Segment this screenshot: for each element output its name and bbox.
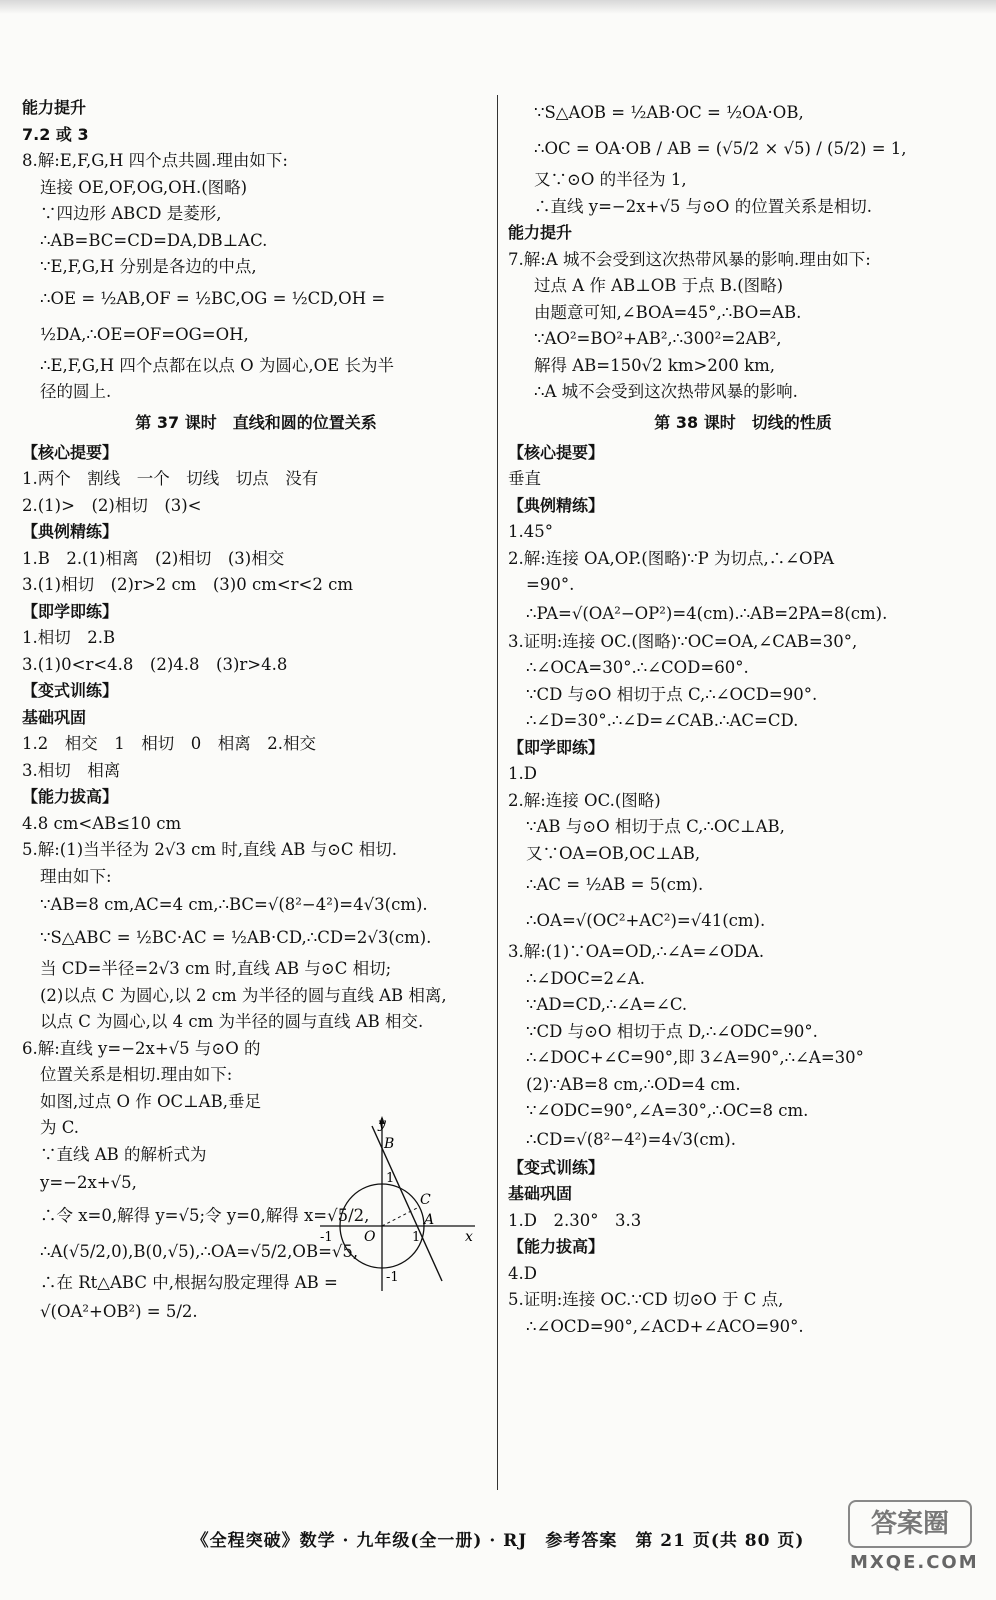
text-line: 1.45° [508, 522, 553, 541]
text-line: 第 37 课时 直线和圆的位置关系 [135, 412, 377, 432]
text-line: 基础巩固 [22, 707, 87, 727]
text-line: ∵CD 与⊙O 相切于点 D,∴∠ODC=90°. [526, 1021, 818, 1041]
text-line: 【核心提要】 [508, 442, 605, 462]
text-line: ∴∠DOC+∠C=90°,即 3∠A=90°,∴∠A=30° [526, 1048, 864, 1067]
text-line: 5.证明:连接 OC.∵CD 切⊙O 于 C 点, [508, 1290, 784, 1309]
right-column [508, 95, 978, 1340]
text-line: 垂直 [508, 469, 541, 488]
text-line: ∴令 x=0,解得 y=√5;令 y=0,解得 x=√5/2, [40, 1206, 370, 1225]
label-o: O [364, 1229, 376, 1245]
text-line: (2)以点 C 为圆心,以 2 cm 为半径的圆与直线 AB 相离, [40, 985, 447, 1005]
text-line: ∵直线 AB 的解析式为 [40, 1144, 207, 1164]
text-line: 以点 C 为圆心,以 4 cm 为半径的圆与直线 AB 相交. [40, 1012, 424, 1031]
text-line: ∴PA=√(OA²−OP²)=4(cm).∴AB=2PA=8(cm). [526, 603, 888, 623]
label-x: x [465, 1229, 473, 1245]
text-line: 2.解:连接 OA,OP.(图略)∵P 为切点,∴∠OPA [508, 548, 835, 568]
label-b: B [384, 1136, 395, 1152]
text-line: 由题意可知,∠BOA=45°,∴BO=AB. [534, 302, 802, 322]
text-line: 第 38 课时 切线的性质 [654, 412, 832, 432]
text-line: ∴∠DOC=2∠A. [526, 968, 646, 988]
text-line: 5.解:(1)当半径为 2√3 cm 时,直线 AB 与⊙C 相切. [22, 840, 398, 859]
text-line: 1.2 相交 1 相切 0 相离 2.相交 [22, 734, 316, 753]
text-line: 能力提升 [22, 98, 87, 117]
text-line: 【能力拔高】 [22, 787, 119, 806]
text-line: ∴∠OCD=90°,∠ACD+∠ACO=90°. [526, 1316, 804, 1336]
text-line: ∴AC = ½AB = 5(cm). [526, 875, 704, 894]
text-line: ∵AO²=BO²+AB²,∴300²=2AB², [534, 329, 782, 348]
text-line: 3.解:(1)∵OA=OD,∴∠A=∠ODA. [508, 942, 765, 961]
text-line: 连接 OE,OF,OG,OH.(图略) [40, 177, 248, 197]
text-line: ∴∠D=30°.∴∠D=∠CAB.∴AC=CD. [526, 711, 799, 730]
text-line: =90°. [526, 575, 575, 594]
text-line: 3.(1)相切 (2)r>2 cm (3)0 cm<r<2 cm [22, 575, 353, 594]
label-neg-one-left: -1 [320, 1230, 333, 1245]
text-line: 6.解:直线 y=−2x+√5 与⊙O 的 [22, 1038, 261, 1058]
text-line: 理由如下: [40, 866, 112, 886]
text-line: 【即学即练】 [22, 601, 119, 621]
text-line: ∴A(√5/2,0),B(0,√5),∴OA=√5/2,OB=√5, [40, 1242, 359, 1261]
text-line: 3.相切 相离 [22, 760, 121, 780]
text-line: 【变式训练】 [508, 1157, 605, 1177]
text-line: ∵AD=CD,∴∠A=∠C. [526, 995, 688, 1014]
text-line: 4.8 cm<AB≤10 cm [22, 813, 182, 833]
text-line: ∵AB=8 cm,AC=4 cm,∴BC=√(8²−4²)=4√3(cm). [40, 895, 428, 914]
text-line: 又∵OA=OB,OC⊥AB, [526, 843, 701, 863]
text-line: 为 C. [40, 1118, 80, 1137]
text-line: 【典例精练】 [22, 522, 119, 541]
text-line: ∵四边形 ABCD 是菱形, [40, 204, 222, 223]
column-divider [497, 95, 498, 1490]
scan-top-edge [0, 0, 996, 14]
text-line: ∵S△ABC = ½BC·AC = ½AB·CD,∴CD=2√3(cm). [40, 928, 432, 947]
text-line: 4.D [508, 1263, 537, 1283]
text-line: 7.解:A 城不会受到这次热带风暴的影响.理由如下: [508, 249, 871, 269]
text-line: 1.B 2.(1)相离 (2)相切 (3)相交 [22, 548, 285, 568]
page-footer: 《全程突破》数学 · 九年级(全一册) · RJ 参考答案 第 21 页(共 80 页) [191, 1531, 805, 1551]
text-line: 8.解:E,F,G,H 四个点共圆.理由如下: [22, 151, 288, 170]
text-line: ∴A 城不会受到这次热带风暴的影响. [534, 382, 798, 401]
text-line: √(OA²+OB²) = 5/2. [40, 1301, 198, 1321]
text-line: 解得 AB=150√2 km>200 km, [534, 355, 775, 375]
label-neg-one-bottom: -1 [386, 1270, 399, 1285]
watermark-logo: 答案圈 [848, 1500, 972, 1548]
text-line: 2.解:连接 OC.(图略) [508, 790, 661, 810]
watermark-url: MXQE.COM [850, 1552, 979, 1573]
text-line: 7.2 或 3 [22, 124, 89, 144]
text-line: ∵S△AOB = ½AB·OC = ½OA·OB, [534, 103, 804, 122]
text-line: ∴OA=√(OC²+AC²)=√41(cm). [526, 911, 766, 930]
text-line: ∴OE = ½AB,OF = ½BC,OG = ½CD,OH = [40, 288, 386, 308]
text-line: ∴CD=√(8²−4²)=4√3(cm). [526, 1129, 736, 1149]
text-line: ∵AB 与⊙O 相切于点 C,∴OC⊥AB, [526, 817, 785, 836]
text-line: 当 CD=半径=2√3 cm 时,直线 AB 与⊙C 相切; [40, 959, 392, 978]
text-line: ∴AB=BC=CD=DA,DB⊥AC. [40, 230, 268, 250]
text-line: 3.证明:连接 OC.(图略)∵OC=OA,∠CAB=30°, [508, 631, 858, 651]
text-line: 【变式训练】 [22, 681, 119, 700]
label-one-top: 1 [386, 1171, 395, 1186]
label-one-right: 1 [412, 1230, 421, 1245]
text-line: (2)∵AB=8 cm,∴OD=4 cm. [526, 1074, 741, 1094]
text-line: 能力提升 [508, 223, 573, 242]
text-line: 【即学即练】 [508, 737, 605, 757]
label-y: y [378, 1116, 386, 1132]
text-line: ∴OC = OA·OB / AB = (√5/2 × √5) / (5/2) = 1, [534, 139, 907, 158]
text-line: 1.相切 2.B [22, 628, 116, 647]
text-line: ∵∠ODC=90°,∠A=30°,∴OC=8 cm. [526, 1101, 809, 1120]
label-c: C [420, 1192, 431, 1208]
text-line: 径的圆上. [40, 382, 112, 401]
coordinate-figure [320, 1116, 480, 1291]
text-line: 3.(1)0<r<4.8 (2)4.8 (3)r>4.8 [22, 654, 288, 674]
text-line: 位置关系是相切.理由如下: [40, 1065, 233, 1084]
text-line: 【核心提要】 [22, 442, 119, 462]
text-line: 2.(1)> (2)相切 (3)< [22, 495, 202, 515]
text-line: ∴∠OCA=30°.∴∠COD=60°. [526, 658, 749, 677]
text-line: 基础巩固 [508, 1184, 573, 1203]
text-line: 1.D [508, 764, 537, 783]
text-line: 过点 A 作 AB⊥OB 于点 B.(图略) [534, 276, 784, 295]
text-line: ½DA,∴OE=OF=OG=OH, [40, 324, 249, 344]
text-line: 【能力拔高】 [508, 1237, 605, 1256]
text-line: 又∵⊙O 的半径为 1, [534, 170, 687, 189]
label-a: A [424, 1212, 435, 1228]
text-line: ∵E,F,G,H 分别是各边的中点, [40, 257, 257, 276]
text-line: 1.两个 割线 一个 切线 切点 没有 [22, 469, 319, 488]
text-line: ∴直线 y=−2x+√5 与⊙O 的位置关系是相切. [534, 196, 872, 216]
text-line: ∵CD 与⊙O 相切于点 C,∴∠OCD=90°. [526, 684, 818, 704]
text-line: 【典例精练】 [508, 495, 605, 515]
text-line: ∴E,F,G,H 四个点都在以点 O 为圆心,OE 长为半 [40, 355, 394, 375]
text-line: 1.D 2.30° 3.3 [508, 1210, 642, 1230]
text-line: y=−2x+√5, [40, 1173, 137, 1192]
text-line: ∴在 Rt△ABC 中,根据勾股定理得 AB = [40, 1273, 338, 1292]
text-line: 如图,过点 O 作 OC⊥AB,垂足 [40, 1091, 261, 1111]
